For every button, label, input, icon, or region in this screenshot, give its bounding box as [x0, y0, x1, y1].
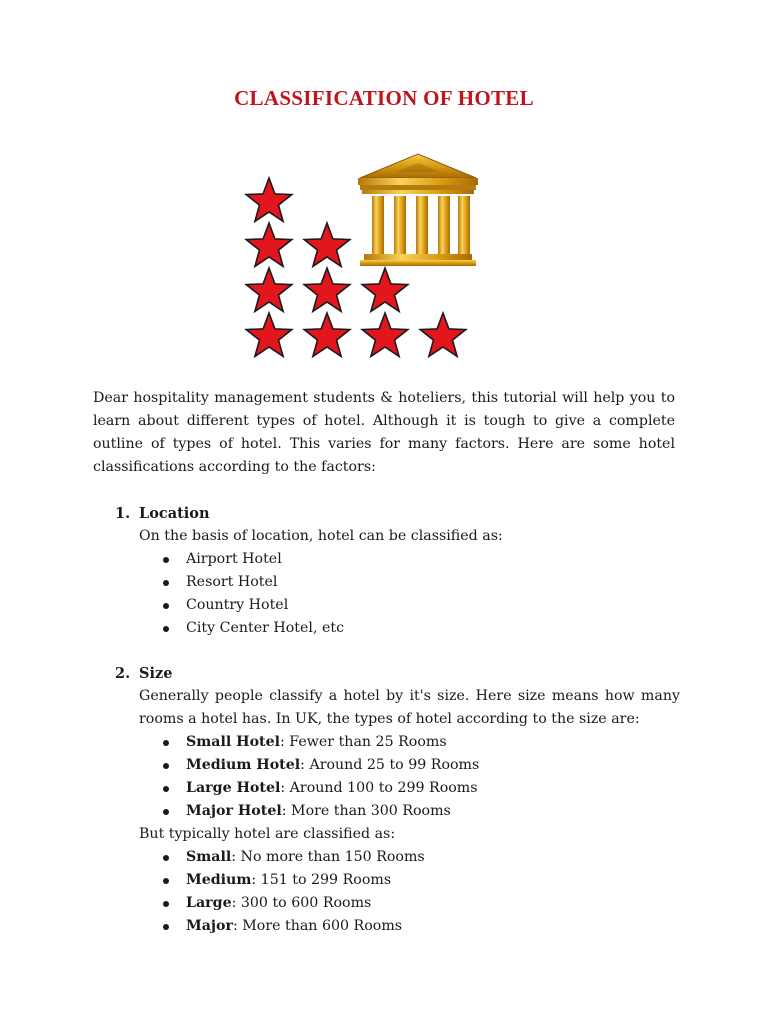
star-icon — [246, 313, 292, 356]
list-item: Major: More than 600 Rooms — [139, 915, 680, 938]
rating-stars — [246, 178, 466, 356]
list-item: City Center Hotel, etc — [139, 617, 680, 640]
star-icon — [304, 313, 350, 356]
section-text: Generally people classify a hotel by it's size. Here size means how many rooms a hotel has. In UK, the types of hotel according to the size are: — [139, 688, 680, 727]
hotel-building-icon — [358, 154, 478, 266]
star-icon — [304, 268, 350, 311]
list-item: Airport Hotel — [139, 548, 680, 571]
star-icon — [246, 178, 292, 221]
hotel-star-rating-logo — [236, 150, 536, 365]
section-number: 1. — [115, 505, 131, 522]
list-item: Resort Hotel — [139, 571, 680, 594]
list-item: Small: No more than 150 Rooms — [139, 846, 680, 869]
star-icon — [246, 223, 292, 266]
section-text-secondary: But typically hotel are classified as: — [139, 826, 396, 842]
section-text: On the basis of location, hotel can be classified as: — [139, 528, 503, 544]
section-title: Size — [139, 665, 173, 682]
section-size — [115, 662, 680, 938]
intro-paragraph: Dear hospitality management students & hoteliers, this tutorial will help you to learn about different types of hotel. Although it is tough to give a complete outline of types of hotel. This varies for many factors. Here are some hotel classifications according to the factors: — [93, 390, 675, 475]
section-heading — [115, 502, 680, 525]
section-location — [115, 502, 680, 640]
location-list — [139, 548, 680, 640]
list-item: Country Hotel — [139, 594, 680, 617]
typical-size-list — [139, 846, 680, 938]
list-item: Major Hotel: More than 300 Rooms — [139, 800, 680, 823]
star-icon — [362, 268, 408, 311]
section-heading — [115, 662, 680, 685]
list-item: Small Hotel: Fewer than 25 Rooms — [139, 731, 680, 754]
star-icon — [420, 313, 466, 356]
list-item: Medium: 151 to 299 Rooms — [139, 869, 680, 892]
star-icon — [304, 223, 350, 266]
list-item: Large Hotel: Around 100 to 299 Rooms — [139, 777, 680, 800]
uk-size-list — [139, 731, 680, 823]
star-icon — [362, 313, 408, 356]
page-title: CLASSIFICATION OF HOTEL — [234, 86, 534, 110]
list-item: Medium Hotel: Around 25 to 99 Rooms — [139, 754, 680, 777]
star-icon — [246, 268, 292, 311]
list-item: Large: 300 to 600 Rooms — [139, 892, 680, 915]
section-number: 2. — [115, 665, 131, 682]
section-title: Location — [139, 505, 210, 522]
